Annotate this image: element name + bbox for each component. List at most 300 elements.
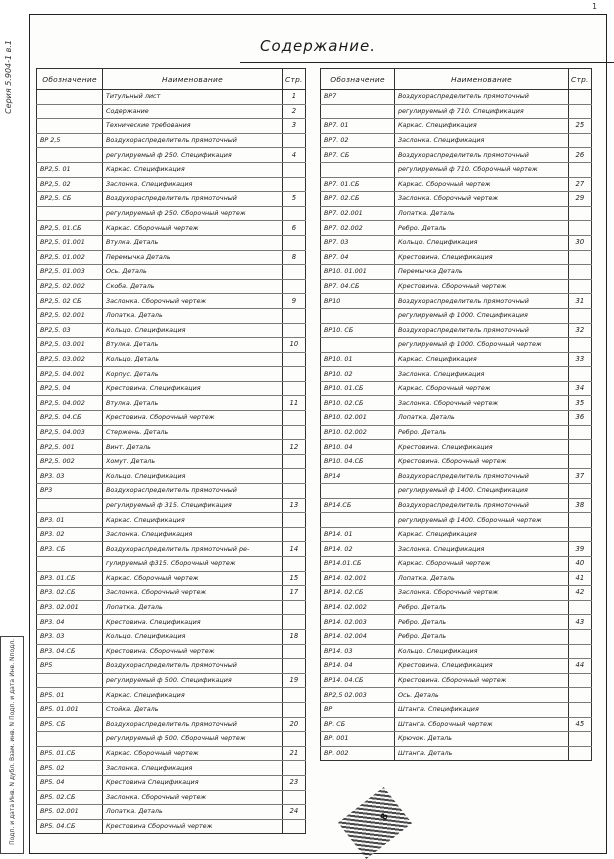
table-row bbox=[37, 440, 306, 455]
page-cell: 17 bbox=[283, 586, 306, 601]
table-row bbox=[321, 192, 592, 207]
page-cell bbox=[283, 790, 306, 805]
designation-cell bbox=[321, 484, 395, 499]
table-row bbox=[321, 484, 592, 499]
table-row bbox=[37, 629, 306, 644]
table-row bbox=[321, 396, 592, 411]
table-row bbox=[321, 702, 592, 717]
table-row bbox=[37, 790, 306, 805]
designation-cell: ВР2,5. 03.001 bbox=[37, 338, 103, 353]
page-cell bbox=[283, 425, 306, 440]
designation-cell: ВР5. 04 bbox=[37, 775, 103, 790]
name-cell: регулируемый ф 315. Спецификация bbox=[103, 498, 283, 513]
table-row bbox=[37, 615, 306, 630]
page-cell bbox=[569, 440, 592, 455]
header-row bbox=[37, 69, 306, 90]
designation-cell: ВР5. 02.СБ bbox=[37, 790, 103, 805]
page-cell: 19 bbox=[283, 673, 306, 688]
page-cell bbox=[569, 162, 592, 177]
name-cell: Каркас. Сборочный чертеж bbox=[395, 381, 569, 396]
name-cell: Воздухораспределитель прямоточный bbox=[395, 90, 569, 105]
designation-cell: ВР2,5. 04.001 bbox=[37, 367, 103, 382]
name-cell: Воздухораспределитель прямоточный bbox=[395, 148, 569, 163]
table-row bbox=[321, 308, 592, 323]
name-cell: Заслонка. Сборочный чертеж bbox=[103, 294, 283, 309]
designation-cell: ВР2,5. 01.001 bbox=[37, 235, 103, 250]
name-cell: Ребро. Деталь bbox=[395, 221, 569, 236]
designation-cell: ВР14. 02.СБ bbox=[321, 586, 395, 601]
table-row bbox=[37, 162, 306, 177]
designation-cell: ВР10. 04.СБ bbox=[321, 454, 395, 469]
page-cell bbox=[569, 425, 592, 440]
table-row bbox=[321, 542, 592, 557]
page-cell: 30 bbox=[569, 235, 592, 250]
margin-stamp-label: Взам. инв. N bbox=[8, 721, 16, 761]
table-row bbox=[321, 498, 592, 513]
table-row bbox=[321, 425, 592, 440]
table-row bbox=[37, 308, 306, 323]
page-cell bbox=[283, 659, 306, 674]
name-cell: Хомут. Деталь bbox=[103, 454, 283, 469]
header-page: Стр. bbox=[569, 69, 592, 90]
page-cell bbox=[283, 411, 306, 426]
name-cell: Технические требования bbox=[103, 119, 283, 134]
designation-cell: ВР3. 03 bbox=[37, 629, 103, 644]
name-cell: Заслонка. Спецификация bbox=[103, 527, 283, 542]
name-cell: Втулка. Деталь bbox=[103, 235, 283, 250]
designation-cell: ВР10. СБ bbox=[321, 323, 395, 338]
page-cell bbox=[283, 732, 306, 747]
name-cell: Ось. Деталь bbox=[395, 688, 569, 703]
designation-cell: ВР7. 03 bbox=[321, 235, 395, 250]
page-cell bbox=[569, 513, 592, 528]
page-cell: 3 bbox=[283, 119, 306, 134]
name-cell: Воздухораспределитель прямоточный bbox=[103, 133, 283, 148]
designation-cell bbox=[37, 148, 103, 163]
designation-cell: ВР2,5. СБ bbox=[37, 192, 103, 207]
designation-cell bbox=[321, 513, 395, 528]
designation-cell bbox=[37, 104, 103, 119]
name-cell: Заслонка. Спецификация bbox=[103, 761, 283, 776]
designation-cell: ВР5 bbox=[37, 659, 103, 674]
designation-cell: ВР10. 01.СБ bbox=[321, 381, 395, 396]
name-cell: Заслонка. Спецификация bbox=[103, 177, 283, 192]
page-cell bbox=[283, 557, 306, 572]
name-cell: Штанга. Сборочный чертеж bbox=[395, 717, 569, 732]
page-cell: 40 bbox=[569, 557, 592, 572]
page-cell: 39 bbox=[569, 542, 592, 557]
page-cell bbox=[283, 644, 306, 659]
page-cell: 9 bbox=[283, 294, 306, 309]
name-cell: Лопатка. Деталь bbox=[103, 600, 283, 615]
designation-cell: ВР7. 02.СБ bbox=[321, 192, 395, 207]
designation-cell: ВР2,5. 01 bbox=[37, 162, 103, 177]
header-page: Стр. bbox=[283, 69, 306, 90]
table-row bbox=[321, 265, 592, 280]
name-cell: Корпус. Деталь bbox=[103, 367, 283, 382]
name-cell: Ребро. Деталь bbox=[395, 615, 569, 630]
designation-cell: ВР7. 02.002 bbox=[321, 221, 395, 236]
table-row bbox=[321, 644, 592, 659]
page-cell bbox=[569, 702, 592, 717]
page-cell bbox=[283, 615, 306, 630]
table-row bbox=[321, 352, 592, 367]
table-row bbox=[37, 133, 306, 148]
designation-cell bbox=[321, 104, 395, 119]
designation-cell: ВР7. 01.СБ bbox=[321, 177, 395, 192]
page-cell: 32 bbox=[569, 323, 592, 338]
designation-cell: ВР10. 02.002 bbox=[321, 425, 395, 440]
designation-cell: ВР3. СБ bbox=[37, 542, 103, 557]
designation-cell: ВР2,5. 02.001 bbox=[37, 308, 103, 323]
designation-cell: ВР7. 02.001 bbox=[321, 206, 395, 221]
page-cell: 41 bbox=[569, 571, 592, 586]
designation-cell: ВР7. 04.СБ bbox=[321, 279, 395, 294]
name-cell: Воздухораспределитель прямоточный bbox=[395, 323, 569, 338]
table-row bbox=[321, 133, 592, 148]
page-cell bbox=[283, 381, 306, 396]
name-cell: Кольцо. Деталь bbox=[103, 352, 283, 367]
name-cell: Винт. Деталь bbox=[103, 440, 283, 455]
designation-cell: ВР2,5 02.003 bbox=[321, 688, 395, 703]
header-row bbox=[321, 69, 592, 90]
designation-cell: ВР5. 01 bbox=[37, 688, 103, 703]
table-row bbox=[37, 498, 306, 513]
table-row bbox=[37, 717, 306, 732]
name-cell: Каркас. Спецификация bbox=[395, 352, 569, 367]
designation-cell bbox=[37, 206, 103, 221]
page-cell bbox=[569, 250, 592, 265]
designation-cell: ВР 2,5 bbox=[37, 133, 103, 148]
name-cell: Заслонка. Сборочный чертеж bbox=[103, 586, 283, 601]
page-cell bbox=[283, 279, 306, 294]
name-cell: Воздухораспределитель прямоточный bbox=[103, 717, 283, 732]
table-row bbox=[321, 206, 592, 221]
table-row bbox=[321, 235, 592, 250]
table-row bbox=[321, 338, 592, 353]
table-row bbox=[37, 338, 306, 353]
name-cell: Заслонка. Сборочный чертеж bbox=[103, 790, 283, 805]
name-cell: Воздухораспределитель прямоточный bbox=[395, 498, 569, 513]
name-cell: Кольцо. Спецификация bbox=[395, 235, 569, 250]
table-row bbox=[37, 192, 306, 207]
table-row bbox=[321, 571, 592, 586]
designation-cell: ВР10. 02.001 bbox=[321, 411, 395, 426]
page-cell: 8 bbox=[283, 250, 306, 265]
page-cell bbox=[569, 644, 592, 659]
table-row bbox=[321, 454, 592, 469]
table-row bbox=[37, 702, 306, 717]
designation-cell: ВР14. 01 bbox=[321, 527, 395, 542]
page-cell: 43 bbox=[569, 615, 592, 630]
page-cell bbox=[283, 352, 306, 367]
table-row bbox=[37, 557, 306, 572]
page-cell bbox=[569, 221, 592, 236]
table-row bbox=[321, 600, 592, 615]
table-row bbox=[37, 732, 306, 747]
page-cell bbox=[283, 367, 306, 382]
name-cell: Каркас. Спецификация bbox=[103, 513, 283, 528]
name-cell: регулируемый ф 250. Спецификация bbox=[103, 148, 283, 163]
page-cell: 35 bbox=[569, 396, 592, 411]
table-row bbox=[321, 367, 592, 382]
sheet-mark: 1 bbox=[592, 2, 598, 11]
name-cell: Кольцо. Спецификация bbox=[103, 469, 283, 484]
table-row bbox=[37, 411, 306, 426]
designation-cell bbox=[37, 90, 103, 105]
table-row bbox=[37, 805, 306, 820]
table-row bbox=[37, 542, 306, 557]
designation-cell: ВР10. 02 bbox=[321, 367, 395, 382]
page-cell: 27 bbox=[569, 177, 592, 192]
table-row bbox=[321, 629, 592, 644]
designation-cell: ВР14. 02.004 bbox=[321, 629, 395, 644]
table-row bbox=[37, 381, 306, 396]
name-cell: Каркас. Спецификация bbox=[395, 527, 569, 542]
table-row bbox=[37, 819, 306, 834]
table-row bbox=[37, 265, 306, 280]
contents-table-right bbox=[320, 68, 592, 761]
page-cell bbox=[283, 600, 306, 615]
name-cell: Каркас. Сборочный чертеж bbox=[103, 571, 283, 586]
page-cell bbox=[283, 513, 306, 528]
designation-cell: ВР7. 01 bbox=[321, 119, 395, 134]
header-name: Наименование bbox=[103, 69, 283, 90]
name-cell: Заслонка. Сборочный чертеж bbox=[395, 192, 569, 207]
designation-cell: ВР10. 01 bbox=[321, 352, 395, 367]
table-row bbox=[37, 513, 306, 528]
page-cell bbox=[569, 206, 592, 221]
designation-cell bbox=[321, 162, 395, 177]
name-cell: гулируемый ф315. Сборочный чертеж bbox=[103, 557, 283, 572]
name-cell: Крестовина Сборочный чертеж bbox=[103, 819, 283, 834]
name-cell: Втулка. Деталь bbox=[103, 338, 283, 353]
name-cell: Ребро. Деталь bbox=[395, 629, 569, 644]
page-cell: 2 bbox=[283, 104, 306, 119]
table-row bbox=[37, 396, 306, 411]
designation-cell: ВР. 001 bbox=[321, 732, 395, 747]
designation-cell: ВР3. 02.СБ bbox=[37, 586, 103, 601]
designation-cell: ВР bbox=[321, 702, 395, 717]
name-cell: Заслонка. Спецификация bbox=[395, 542, 569, 557]
page-cell bbox=[283, 688, 306, 703]
page-cell: 10 bbox=[283, 338, 306, 353]
table-row bbox=[37, 279, 306, 294]
name-cell: Крестовина Спецификация bbox=[103, 775, 283, 790]
name-cell: Кольцо. Спецификация bbox=[103, 629, 283, 644]
page-cell: 23 bbox=[283, 775, 306, 790]
page-cell bbox=[569, 673, 592, 688]
page-cell: 44 bbox=[569, 659, 592, 674]
table-row bbox=[37, 527, 306, 542]
table-row bbox=[321, 104, 592, 119]
designation-cell: ВР5. 02 bbox=[37, 761, 103, 776]
name-cell: регулируемый ф 1400. Сборочный чертеж bbox=[395, 513, 569, 528]
designation-cell: ВР3. 02.001 bbox=[37, 600, 103, 615]
table-row bbox=[37, 659, 306, 674]
designation-cell: ВР7. 02 bbox=[321, 133, 395, 148]
designation-cell: ВР14 bbox=[321, 469, 395, 484]
table-row bbox=[37, 235, 306, 250]
table-row bbox=[37, 104, 306, 119]
table-row bbox=[37, 352, 306, 367]
page-cell: 5 bbox=[283, 192, 306, 207]
page-cell bbox=[283, 206, 306, 221]
designation-cell bbox=[37, 557, 103, 572]
page-cell: 11 bbox=[283, 396, 306, 411]
designation-cell: ВР5. 04.СБ bbox=[37, 819, 103, 834]
name-cell: Штанга. Деталь bbox=[395, 746, 569, 761]
stamp-mark: 8 bbox=[379, 811, 392, 823]
table-row bbox=[321, 148, 592, 163]
page-cell bbox=[569, 732, 592, 747]
page-cell: 13 bbox=[283, 498, 306, 513]
page-cell: 31 bbox=[569, 294, 592, 309]
designation-cell: ВР5. 02.001 bbox=[37, 805, 103, 820]
page-cell: 26 bbox=[569, 148, 592, 163]
name-cell: Заслонка. Спецификация bbox=[395, 133, 569, 148]
designation-cell: ВР14.01.СБ bbox=[321, 557, 395, 572]
designation-cell bbox=[37, 673, 103, 688]
page-cell: 45 bbox=[569, 717, 592, 732]
name-cell: Каркас. Сборочный чертеж bbox=[103, 746, 283, 761]
designation-cell: ВР14. 03 bbox=[321, 644, 395, 659]
table-row bbox=[37, 688, 306, 703]
table-row bbox=[321, 469, 592, 484]
name-cell: Перемычка Деталь bbox=[395, 265, 569, 280]
name-cell: Заслонка. Спецификация bbox=[395, 367, 569, 382]
page-cell bbox=[283, 162, 306, 177]
designation-cell: ВР2,5. 04 bbox=[37, 381, 103, 396]
page-cell bbox=[283, 454, 306, 469]
page-cell bbox=[569, 688, 592, 703]
designation-cell bbox=[37, 732, 103, 747]
page-cell bbox=[283, 265, 306, 280]
name-cell: Лопатка. Деталь bbox=[103, 308, 283, 323]
designation-cell: ВР3. 04 bbox=[37, 615, 103, 630]
page-cell: 21 bbox=[283, 746, 306, 761]
page-cell bbox=[569, 454, 592, 469]
designation-cell bbox=[321, 308, 395, 323]
name-cell: Каркас. Спецификация bbox=[103, 688, 283, 703]
designation-cell: ВР2,5. 04.СБ bbox=[37, 411, 103, 426]
page-cell bbox=[569, 265, 592, 280]
page-cell: 37 bbox=[569, 469, 592, 484]
page-cell: 42 bbox=[569, 586, 592, 601]
designation-cell bbox=[37, 119, 103, 134]
name-cell: Воздухораспределитель прямоточный bbox=[103, 659, 283, 674]
table-row bbox=[321, 90, 592, 105]
table-row bbox=[37, 571, 306, 586]
table-row bbox=[321, 527, 592, 542]
name-cell: Стержень. Деталь bbox=[103, 425, 283, 440]
name-cell: Заслонка. Сборочный чертеж bbox=[395, 586, 569, 601]
page-cell: 29 bbox=[569, 192, 592, 207]
name-cell: Стойка. Деталь bbox=[103, 702, 283, 717]
name-cell: Лопатка. Деталь bbox=[395, 206, 569, 221]
table-row bbox=[37, 761, 306, 776]
name-cell: Воздухораспределитель прямоточный bbox=[395, 294, 569, 309]
designation-cell: ВР2,5. 03 bbox=[37, 323, 103, 338]
name-cell: Каркас. Спецификация bbox=[395, 119, 569, 134]
name-cell: Кольцо. Спецификация bbox=[395, 644, 569, 659]
name-cell: регулируемый ф 1000. Сборочный чертеж bbox=[395, 338, 569, 353]
page-cell: 1 bbox=[283, 90, 306, 105]
designation-cell: ВР2,5. 04.003 bbox=[37, 425, 103, 440]
table-row bbox=[321, 323, 592, 338]
table-row bbox=[321, 294, 592, 309]
name-cell: регулируемый ф 1000. Спецификация bbox=[395, 308, 569, 323]
page-cell bbox=[569, 104, 592, 119]
page-cell bbox=[569, 338, 592, 353]
designation-cell: ВР3. 04.СБ bbox=[37, 644, 103, 659]
designation-cell: ВР10. 04 bbox=[321, 440, 395, 455]
name-cell: Каркас. Сборочный чертеж bbox=[395, 557, 569, 572]
designation-cell: ВР10. 01.001 bbox=[321, 265, 395, 280]
table-row bbox=[37, 148, 306, 163]
table-row bbox=[321, 119, 592, 134]
designation-cell: ВР5. 01.001 bbox=[37, 702, 103, 717]
table-row bbox=[321, 688, 592, 703]
page-cell bbox=[283, 177, 306, 192]
table-row bbox=[321, 411, 592, 426]
table-row bbox=[37, 250, 306, 265]
table-row bbox=[37, 90, 306, 105]
designation-cell: ВР2,5. 01.003 bbox=[37, 265, 103, 280]
designation-cell: ВР3. 01.СБ bbox=[37, 571, 103, 586]
designation-cell bbox=[321, 338, 395, 353]
table-row bbox=[321, 221, 592, 236]
table-row bbox=[37, 673, 306, 688]
page-cell bbox=[569, 367, 592, 382]
table-row bbox=[37, 294, 306, 309]
designation-cell: ВР5. 01.СБ bbox=[37, 746, 103, 761]
name-cell: Крестовина. Спецификация bbox=[103, 615, 283, 630]
designation-cell: ВР2,5. 02.002 bbox=[37, 279, 103, 294]
page-cell bbox=[569, 600, 592, 615]
name-cell: Воздухораспределитель прямоточный bbox=[103, 192, 283, 207]
table-row bbox=[37, 425, 306, 440]
page-cell bbox=[569, 279, 592, 294]
page-cell: 6 bbox=[283, 221, 306, 236]
name-cell: Крючок. Деталь bbox=[395, 732, 569, 747]
contents-table-left bbox=[36, 68, 306, 834]
page-cell bbox=[283, 761, 306, 776]
name-cell: Лопатка. Деталь bbox=[395, 411, 569, 426]
name-cell: Крестовина. Спецификация bbox=[395, 440, 569, 455]
header-designation: Обозначение bbox=[321, 69, 395, 90]
margin-stamp-label: Подп. и дата bbox=[8, 803, 16, 845]
page-cell: 38 bbox=[569, 498, 592, 513]
name-cell: регулируемый ф 500. Спецификация bbox=[103, 673, 283, 688]
page-cell bbox=[569, 90, 592, 105]
name-cell: Лопатка. Деталь bbox=[103, 805, 283, 820]
header-designation: Обозначение bbox=[37, 69, 103, 90]
table-row bbox=[37, 484, 306, 499]
name-cell: Крестовина. Сборочный чертеж bbox=[103, 411, 283, 426]
designation-cell: ВР14. 02.003 bbox=[321, 615, 395, 630]
table-row bbox=[37, 367, 306, 382]
page-cell bbox=[569, 527, 592, 542]
name-cell: Каркас. Сборочный чертеж bbox=[395, 177, 569, 192]
table-row bbox=[321, 746, 592, 761]
page-cell bbox=[569, 133, 592, 148]
name-cell: регулируемый ф 250. Сборочный чертеж bbox=[103, 206, 283, 221]
table-row bbox=[37, 586, 306, 601]
designation-cell: ВР3. 01 bbox=[37, 513, 103, 528]
name-cell: регулируемый ф 710. Сборочный чертеж bbox=[395, 162, 569, 177]
margin-stamp-block bbox=[0, 636, 24, 854]
